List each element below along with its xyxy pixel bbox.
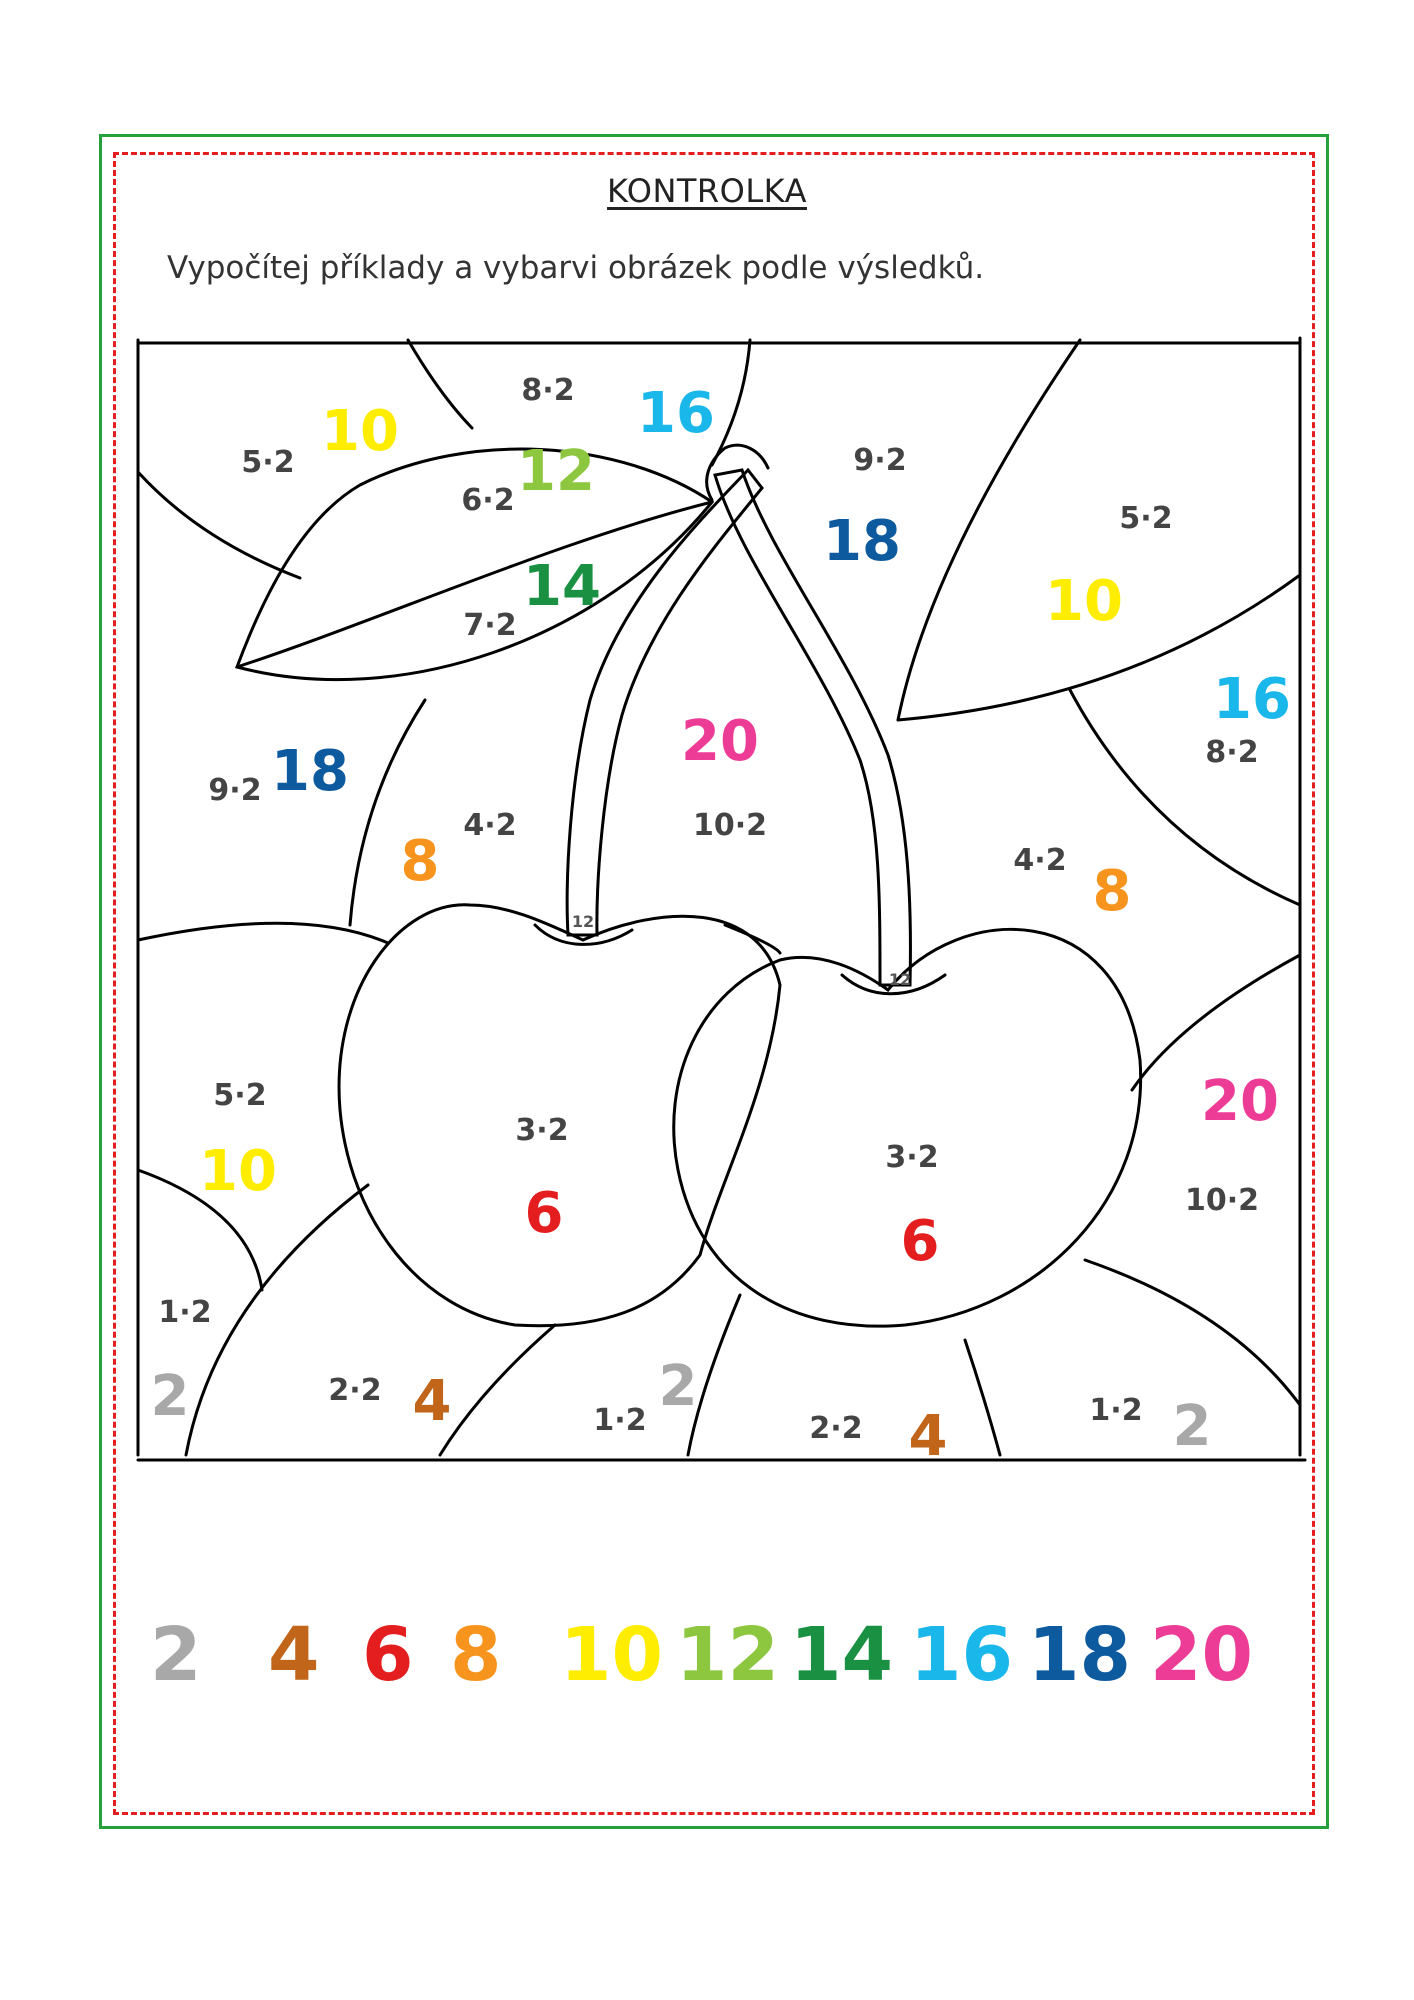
region-curve — [186, 1185, 368, 1455]
region-expression: 9·2 — [208, 773, 262, 808]
region-result: 2 — [658, 1354, 698, 1419]
region-result: 10 — [199, 1139, 277, 1204]
region-result: 10 — [321, 399, 399, 464]
color-key-number: 4 — [268, 1612, 320, 1698]
region-expression: 2·2 — [809, 1411, 863, 1446]
region-expression: 9·2 — [853, 443, 907, 478]
color-key-number: 18 — [1028, 1612, 1131, 1698]
region-result: 6 — [524, 1181, 564, 1246]
color-key — [150, 1610, 1270, 1700]
region-expression: 10·2 — [692, 808, 768, 843]
region-result: 8 — [1092, 859, 1132, 924]
region-result: 14 — [523, 554, 601, 619]
region-curve — [440, 1325, 555, 1455]
region-expression: 4·2 — [1013, 843, 1067, 878]
region-expression: 3·2 — [515, 1113, 569, 1148]
region-expression: 5·2 — [1119, 501, 1173, 536]
stem-label: 12 — [571, 912, 595, 931]
color-key-number: 2 — [150, 1612, 202, 1698]
color-key-number: 16 — [910, 1612, 1013, 1698]
region-curve — [898, 340, 1080, 720]
region-result: 12 — [517, 439, 595, 504]
color-key-number: 20 — [1150, 1612, 1253, 1698]
region-result: 20 — [681, 709, 759, 774]
instruction-text: Vypočítej příklady a vybarvi obrázek podle výsledků. — [167, 250, 985, 286]
region-expression: 6·2 — [461, 483, 515, 518]
region-curve — [408, 340, 472, 428]
region-expression: 1·2 — [1089, 1393, 1143, 1428]
region-expression: 10·2 — [1184, 1183, 1260, 1218]
region-result: 2 — [1172, 1394, 1212, 1459]
region-result: 10 — [1045, 569, 1123, 634]
region-result: 8 — [400, 829, 440, 894]
region-expression: 5·2 — [213, 1078, 267, 1113]
region-curve — [138, 472, 300, 578]
region-expression: 8·2 — [1205, 735, 1259, 770]
region-result: 16 — [637, 381, 715, 446]
region-result: 2 — [150, 1364, 190, 1429]
color-key-number: 10 — [560, 1612, 663, 1698]
region-result: 16 — [1213, 667, 1291, 732]
page-title: KONTROLKA — [607, 172, 807, 210]
region-curve — [1085, 1260, 1300, 1405]
region-result: 18 — [271, 739, 349, 804]
region-expression: 4·2 — [463, 808, 517, 843]
region-result: 20 — [1201, 1069, 1279, 1134]
stem-outline — [567, 470, 762, 935]
region-expression: 2·2 — [328, 1373, 382, 1408]
color-key-number: 12 — [676, 1612, 779, 1698]
region-expression: 5·2 — [241, 445, 295, 480]
color-key-number: 14 — [790, 1612, 893, 1698]
color-key-number: 8 — [450, 1612, 502, 1698]
region-expression: 3·2 — [885, 1140, 939, 1175]
region-expression: 7·2 — [463, 608, 517, 643]
stem-label: 12 — [888, 970, 912, 989]
region-result: 6 — [900, 1209, 940, 1274]
region-result: 4 — [412, 1369, 452, 1434]
region-expression: 1·2 — [158, 1295, 212, 1330]
region-expression: 1·2 — [593, 1403, 647, 1438]
region-result: 18 — [823, 509, 901, 574]
region-result: 4 — [908, 1404, 948, 1469]
color-key-number: 6 — [362, 1612, 414, 1698]
region-curve — [965, 1340, 1000, 1455]
region-expression: 8·2 — [521, 373, 575, 408]
